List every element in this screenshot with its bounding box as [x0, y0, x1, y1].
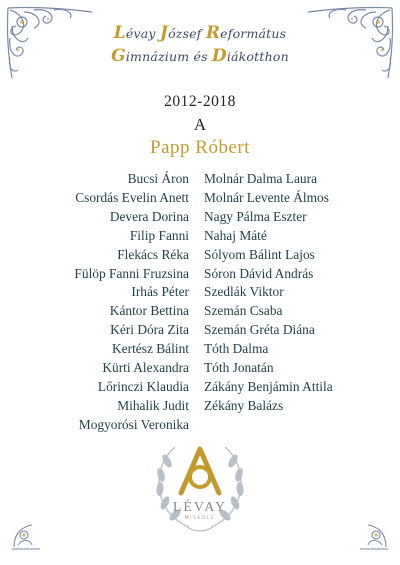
school-name-line-2 — [0, 45, 400, 68]
student-name: Szemán Csaba — [204, 303, 283, 319]
student-list-left — [74, 170, 189, 435]
student-name: Tóth Jonatán — [204, 360, 274, 376]
student-name: Zékány Balázs — [204, 397, 284, 413]
student-name: Molnár Dalma Laura — [204, 171, 318, 186]
student-name: Mihalik Judit — [117, 397, 189, 413]
student-name: Kéri Dóra Zita — [110, 322, 189, 338]
student-name: Mogyorósi Veronika — [78, 416, 189, 432]
student-name: Filip Fanni — [129, 227, 189, 243]
ornament-corner-bottom-left-icon — [10, 521, 44, 551]
initial-letter: G — [111, 46, 126, 66]
student-name: Lőrinczi Klaudia — [97, 378, 189, 394]
logo-wordmark: LÉVAY — [172, 500, 228, 515]
school-years: 2012-2018 — [164, 93, 236, 110]
student-name: Zákány Benjámin Attila — [204, 378, 333, 394]
word-part: ózsef — [168, 26, 206, 41]
word-part: évay — [125, 26, 160, 41]
student-name: Csordás Evelin Anett — [75, 189, 189, 205]
initial-letter: L — [113, 23, 126, 43]
class-teacher-name: Papp Róbert — [150, 137, 250, 158]
word-part: imnázium és — [125, 49, 212, 64]
student-name: Kertész Bálint — [112, 341, 189, 357]
initial-letter: D — [211, 46, 227, 66]
student-name: Fülöp Fanni Fruzsina — [74, 265, 189, 281]
ornament-corner-bottom-right-icon — [356, 521, 390, 551]
student-name: Flekács Réka — [117, 246, 189, 262]
student-name: Nagy Pálma Eszter — [204, 208, 307, 224]
initial-letter: R — [205, 23, 221, 43]
student-name: Devera Dorina — [109, 208, 189, 224]
student-name: Szedlák Viktor — [204, 284, 284, 300]
student-name: Irhás Péter — [131, 284, 189, 300]
student-name: Sólyom Bálint Lajos — [204, 246, 315, 262]
student-name: Bucsi Áron — [127, 171, 189, 186]
student-name: Tóth Dalma — [204, 341, 269, 357]
student-name: Molnár Levente Álmos — [204, 189, 329, 205]
word-part: eformátus — [220, 26, 287, 41]
student-name: Sóron Dávid András — [204, 265, 314, 281]
student-name: Szemán Gréta Diána — [204, 322, 315, 338]
class-letter: A — [193, 115, 207, 134]
word-part: iákotthon — [226, 49, 289, 64]
student-name: Kántor Bettina — [109, 303, 189, 319]
school-name — [0, 22, 400, 68]
initial-letter: J — [159, 23, 169, 43]
student-name: Kürti Alexandra — [102, 360, 189, 376]
logo-city: MISKOLC — [184, 516, 216, 521]
school-logo-icon — [145, 427, 255, 549]
student-list-right — [204, 170, 333, 416]
school-name-line-1 — [0, 22, 400, 45]
student-name: Nahaj Máté — [204, 227, 267, 243]
